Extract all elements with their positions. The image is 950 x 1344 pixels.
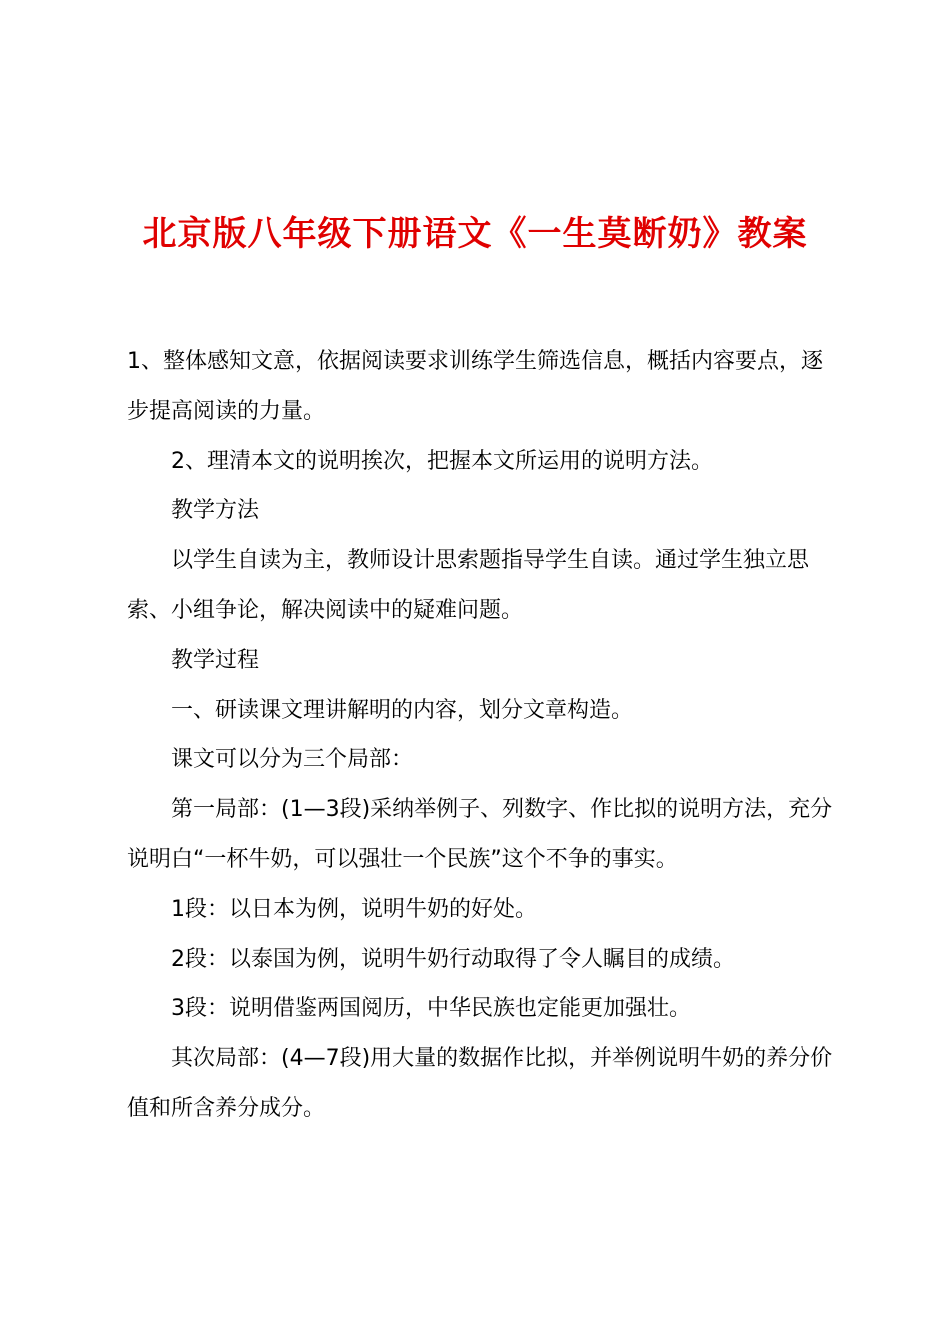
heading-teaching-method: 教学方法 xyxy=(171,498,260,524)
paragraph-objective-1: 1、整体感知文意，依据阅读要求训练学生筛选信息，概括内容要点，逐步提高阅读的力量。 xyxy=(127,349,823,424)
paragraph-teaching-method: 以学生自读为主，教师设计思索题指导学生自读。通过学生独立思索、小组争论，解决阅读中的疑难问题。 xyxy=(127,548,810,623)
paragraph-section-1: 1段：以日本为例，说明牛奶的好处。 xyxy=(171,896,537,922)
paragraph-objective-2: 2、理清本文的说明挨次，把握本文所运用的说明方法。 xyxy=(171,448,713,474)
paragraph-step-1: 一、研读课文理讲解明的内容，划分文章构造。 xyxy=(171,697,634,723)
paragraph-part-1: 第一局部：(1—3段)采纳举例子、列数字、作比拟的说明方法，充分说明白“一杯牛奶，可以强壮一个民族”这个不争的事实。 xyxy=(127,797,833,872)
paragraph-section-3: 3段：说明借鉴两国阅历，中华民族也定能更加强壮。 xyxy=(171,996,691,1022)
paragraph-section-2: 2段：以泰国为例，说明牛奶行动取得了令人瞩目的成绩。 xyxy=(171,946,735,972)
paragraph-part-2: 其次局部：(4—7段)用大量的数据作比拟，并举例说明牛奶的养分价值和所含养分成分。 xyxy=(127,1046,833,1121)
heading-teaching-process: 教学过程 xyxy=(171,647,260,673)
document-body xyxy=(127,337,833,1134)
paragraph-structure-intro: 课文可以分为三个局部： xyxy=(171,747,414,773)
document-title: 北京版八年级下册语文《一生莫断奶》教案 xyxy=(142,214,808,254)
